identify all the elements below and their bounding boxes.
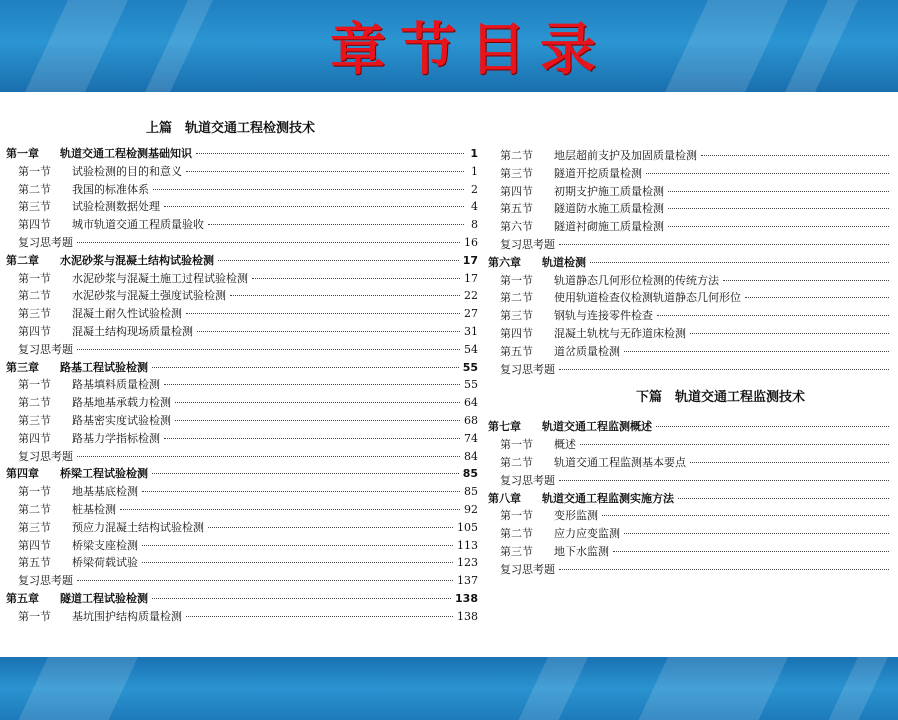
toc-entry-title: 地基基底检测 — [72, 485, 138, 499]
toc-entry-title: 钢轨与连接零件检查 — [554, 309, 653, 323]
toc-section-entry[interactable] — [6, 519, 478, 537]
toc-entry-title: 道岔质量检测 — [554, 344, 620, 358]
toc-page-number: 17 — [462, 253, 478, 267]
toc-leader-dots — [208, 527, 453, 528]
part-title-lower: 下篇 轨道交通工程监测技术 — [636, 390, 806, 406]
toc-leader-dots — [690, 333, 889, 334]
toc-leader-dots — [164, 438, 460, 439]
toc-entry-title: 初期支护施工质量检测 — [554, 184, 664, 198]
toc-entry-number: 第二章 — [6, 253, 39, 267]
toc-leader-dots — [152, 367, 459, 368]
toc-entry-title: 水泥砂浆与混凝土结构试验检测 — [60, 253, 214, 267]
toc-entry-title: 地层超前支护及加固质量检测 — [554, 149, 697, 162]
toc-entry-number: 第四节 — [500, 326, 533, 340]
toc-entry-title: 隧道防水施工质量检测 — [554, 202, 664, 216]
toc-review-entry[interactable] — [6, 572, 478, 590]
toc-leader-dots — [186, 171, 464, 172]
toc-chapter-entry[interactable] — [6, 145, 478, 163]
toc-leader-dots — [186, 616, 453, 617]
toc-leader-dots — [559, 569, 889, 570]
toc-page-number: 123 — [457, 556, 478, 570]
toc-entry-title: 复习思考题 — [500, 237, 555, 251]
toc-entry-number: 第六节 — [500, 220, 533, 234]
toc-entry-number: 第二节 — [500, 291, 533, 305]
toc-page-number: 74 — [464, 431, 478, 445]
toc-page-number: 55 — [464, 378, 478, 392]
toc-section-entry[interactable] — [6, 181, 478, 199]
toc-leader-dots — [77, 580, 453, 581]
toc-entry-number: 第三节 — [500, 309, 533, 323]
toc-entry-number: 第七章 — [488, 420, 521, 434]
toc-entry-number: 第二节 — [18, 182, 51, 196]
toc-entry-number: 第一节 — [18, 485, 51, 499]
toc-leader-dots — [142, 491, 460, 492]
decor-streak — [3, 0, 138, 92]
toc-entry-number: 第一节 — [18, 271, 51, 285]
toc-leader-dots — [678, 498, 889, 499]
toc-leader-dots — [701, 155, 889, 156]
toc-leader-dots — [690, 462, 889, 463]
toc-entry-title: 路基力学指标检测 — [72, 431, 160, 445]
toc-section-entry[interactable] — [488, 436, 893, 454]
toc-leader-dots — [559, 480, 889, 481]
toc-leader-dots — [77, 456, 460, 457]
toc-entry-number: 第三节 — [18, 307, 51, 321]
toc-section-entry[interactable] — [488, 183, 893, 201]
toc-page-number: 2 — [471, 182, 478, 196]
toc-entry-title: 混凝土耐久性试验检测 — [72, 307, 182, 321]
toc-entry-title: 水泥砂浆与混凝土施工过程试验检测 — [72, 271, 248, 285]
toc-entry-number: 第二节 — [500, 149, 533, 162]
toc-entry-title: 桥梁荷载试验 — [72, 556, 138, 570]
toc-entry-title: 试验检测数据处理 — [72, 200, 160, 214]
toc-review-entry[interactable] — [6, 341, 478, 359]
toc-entry-number: 第一节 — [500, 438, 533, 452]
toc-entry-number: 第一节 — [18, 609, 51, 623]
toc-entry-title: 城市轨道交通工程质量验收 — [72, 218, 204, 232]
toc-entry-title: 复习思考题 — [18, 342, 73, 356]
toc-section-entry[interactable] — [488, 525, 893, 543]
toc-page-number: 68 — [464, 413, 478, 427]
toc-content — [0, 92, 898, 657]
decor-streak — [123, 0, 223, 92]
toc-leader-dots — [613, 551, 889, 552]
toc-entry-number: 第五节 — [18, 556, 51, 570]
toc-page-number: 55 — [462, 360, 478, 374]
toc-entry-title: 应力应变监测 — [554, 527, 620, 541]
toc-entry-title: 概述 — [554, 438, 576, 452]
toc-leader-dots — [646, 173, 889, 174]
decor-streak — [483, 657, 598, 720]
toc-entry-title: 轨道交通工程监测实施方法 — [542, 491, 674, 505]
toc-section-entry[interactable] — [6, 501, 478, 519]
toc-entry-number: 第二节 — [500, 527, 533, 541]
toc-entry-title: 复习思考题 — [18, 449, 73, 463]
toc-entry-title: 我国的标准体系 — [72, 182, 149, 196]
toc-leader-dots — [668, 226, 889, 227]
toc-entry-number: 第三章 — [6, 360, 39, 374]
part-title-upper: 上篇 轨道交通工程检测技术 — [146, 121, 316, 136]
toc-entry-number: 第五节 — [500, 202, 533, 216]
toc-page-number: 64 — [464, 396, 478, 410]
toc-entry-number: 第三节 — [18, 200, 51, 214]
toc-leader-dots — [196, 153, 464, 154]
toc-chapter-entry[interactable] — [6, 359, 478, 377]
toc-leader-dots — [559, 369, 889, 370]
toc-entry-title: 隧道开挖质量检测 — [554, 166, 642, 180]
toc-page-number: 138 — [455, 591, 478, 605]
toc-leader-dots — [580, 444, 889, 445]
toc-entry-title: 复习思考题 — [18, 574, 73, 588]
toc-entry-number: 第一节 — [500, 273, 533, 287]
toc-leader-dots — [723, 280, 889, 281]
toc-leader-dots — [208, 224, 464, 225]
toc-entry-title: 混凝土轨枕与无砟道床检测 — [554, 326, 686, 340]
toc-page-number: 84 — [464, 449, 478, 463]
toc-entry-title: 预应力混凝土结构试验检测 — [72, 520, 204, 534]
toc-leader-dots — [230, 295, 460, 296]
toc-entry-number: 第一节 — [500, 509, 533, 523]
toc-page-number: 137 — [457, 574, 478, 588]
toc-entry-title: 路基工程试验检测 — [60, 360, 148, 374]
toc-leader-dots — [164, 384, 460, 385]
toc-page-number: 113 — [457, 538, 478, 552]
toc-entry-title: 隧道衬砌施工质量检测 — [554, 220, 664, 234]
toc-leader-dots — [142, 562, 453, 563]
toc-leader-dots — [252, 278, 460, 279]
toc-right-column — [488, 92, 893, 579]
toc-leader-dots — [120, 509, 460, 510]
toc-section-entry[interactable] — [6, 483, 478, 501]
toc-entry-title: 使用轨道检查仪检测轨道静态几何形位 — [554, 291, 741, 305]
toc-page-number: 1 — [471, 164, 478, 178]
toc-page-number: 1 — [470, 147, 478, 160]
toc-leader-dots — [77, 349, 460, 350]
toc-review-entry[interactable] — [6, 448, 478, 466]
toc-list-right-top — [488, 147, 893, 378]
toc-page-number: 17 — [464, 271, 478, 285]
toc-leader-dots — [559, 244, 889, 245]
toc-chapter-entry[interactable] — [488, 418, 893, 436]
toc-page-number: 54 — [464, 342, 478, 356]
toc-section-entry[interactable] — [6, 412, 478, 430]
toc-section-entry[interactable] — [488, 147, 893, 165]
toc-entry-title: 复习思考题 — [500, 562, 555, 576]
toc-section-entry[interactable] — [488, 307, 893, 325]
toc-entry-number: 第四节 — [18, 538, 51, 552]
toc-section-entry[interactable] — [6, 287, 478, 305]
toc-entry-number: 第八章 — [488, 491, 521, 505]
toc-left-column — [6, 92, 478, 626]
toc-entry-title: 水泥砂浆与混凝土强度试验检测 — [72, 289, 226, 303]
toc-entry-title: 混凝土结构现场质量检测 — [72, 324, 193, 338]
toc-list-right-bottom — [488, 418, 893, 578]
toc-review-entry[interactable] — [488, 236, 893, 254]
toc-leader-dots — [153, 189, 464, 190]
toc-entry-number: 第六章 — [488, 255, 521, 269]
toc-entry-title: 隧道工程试验检测 — [60, 591, 148, 605]
toc-entry-title: 桩基检测 — [72, 502, 116, 516]
toc-leader-dots — [745, 297, 889, 298]
toc-entry-title: 地下水监测 — [554, 544, 609, 558]
toc-chapter-entry[interactable] — [6, 590, 478, 608]
toc-section-entry[interactable] — [488, 507, 893, 525]
toc-entry-number: 第五章 — [6, 591, 39, 605]
toc-entry-title: 路基填料质量检测 — [72, 378, 160, 392]
toc-entry-number: 第二节 — [500, 455, 533, 469]
toc-section-entry[interactable] — [488, 454, 893, 472]
toc-leader-dots — [197, 331, 460, 332]
toc-entry-number: 第三节 — [18, 413, 51, 427]
toc-entry-number: 第二节 — [18, 502, 51, 516]
toc-entry-title: 路基地基承载力检测 — [72, 396, 171, 410]
toc-leader-dots — [668, 208, 889, 209]
toc-entry-number: 第一节 — [18, 378, 51, 392]
toc-section-entry[interactable] — [6, 376, 478, 394]
toc-section-entry[interactable] — [6, 608, 478, 626]
toc-entry-title: 基坑围护结构质量检测 — [72, 609, 182, 623]
toc-review-entry[interactable] — [6, 234, 478, 252]
toc-entry-title: 复习思考题 — [500, 473, 555, 487]
toc-chapter-entry[interactable] — [488, 490, 893, 508]
toc-section-entry[interactable] — [6, 270, 478, 288]
toc-page-number: 4 — [471, 200, 478, 214]
toc-section-entry[interactable] — [6, 537, 478, 555]
page-title: 章节目录 — [330, 18, 610, 83]
toc-section-entry[interactable] — [488, 343, 893, 361]
toc-section-entry[interactable] — [6, 216, 478, 234]
toc-leader-dots — [218, 260, 459, 261]
toc-page-number: 85 — [462, 467, 478, 481]
toc-entry-title: 桥梁支座检测 — [72, 538, 138, 552]
decor-streak — [0, 657, 147, 720]
toc-review-entry[interactable] — [488, 472, 893, 490]
toc-entry-title: 轨道检测 — [542, 255, 586, 269]
toc-page-number: 16 — [464, 235, 478, 249]
toc-section-entry[interactable] — [488, 325, 893, 343]
toc-leader-dots — [175, 420, 460, 421]
toc-entry-title: 轨道交通工程监测概述 — [542, 420, 652, 434]
header-band — [0, 0, 898, 92]
toc-leader-dots — [656, 426, 889, 427]
toc-entry-number: 第四节 — [18, 431, 51, 445]
toc-section-entry[interactable] — [488, 289, 893, 307]
toc-leader-dots — [624, 533, 889, 534]
toc-entry-title: 桥梁工程试验检测 — [60, 467, 148, 481]
toc-section-entry[interactable] — [488, 272, 893, 290]
toc-chapter-entry[interactable] — [6, 465, 478, 483]
toc-entry-title: 轨道交通工程检测基础知识 — [60, 147, 192, 160]
toc-chapter-entry[interactable] — [6, 252, 478, 270]
decor-streak — [793, 657, 898, 720]
toc-page-number: 27 — [464, 307, 478, 321]
toc-leader-dots — [175, 402, 460, 403]
toc-page-number: 105 — [457, 520, 478, 534]
toc-review-entry[interactable] — [488, 561, 893, 579]
toc-entry-number: 第二节 — [18, 289, 51, 303]
toc-leader-dots — [77, 242, 460, 243]
footer-band — [0, 657, 898, 720]
toc-section-entry[interactable] — [488, 218, 893, 236]
toc-entry-title: 路基密实度试验检测 — [72, 413, 171, 427]
toc-section-entry[interactable] — [488, 165, 893, 183]
toc-entry-number: 第一章 — [6, 147, 39, 160]
toc-entry-number: 第三节 — [18, 520, 51, 534]
toc-leader-dots — [668, 191, 889, 192]
toc-leader-dots — [590, 262, 889, 263]
toc-leader-dots — [164, 206, 464, 207]
toc-page-number: 31 — [464, 324, 478, 338]
toc-leader-dots — [152, 598, 451, 599]
toc-section-entry[interactable] — [6, 305, 478, 323]
toc-leader-dots — [657, 315, 889, 316]
toc-section-entry[interactable] — [6, 430, 478, 448]
toc-entry-title: 变形监测 — [554, 509, 598, 523]
toc-entry-number: 第三节 — [500, 544, 533, 558]
toc-entry-number: 第四节 — [18, 324, 51, 338]
toc-entry-title: 试验检测的目的和意义 — [72, 164, 182, 178]
toc-list-left — [6, 145, 478, 626]
toc-page-number: 138 — [457, 609, 478, 623]
toc-page-number: 85 — [464, 485, 478, 499]
toc-entry-number: 第一节 — [18, 164, 51, 178]
toc-section-entry[interactable] — [488, 543, 893, 561]
toc-section-entry[interactable] — [6, 554, 478, 572]
decor-streak — [643, 0, 798, 92]
toc-entry-number: 第五节 — [500, 344, 533, 358]
toc-section-entry[interactable] — [6, 198, 478, 216]
toc-entry-title: 轨道交通工程监测基本要点 — [554, 455, 686, 469]
toc-leader-dots — [152, 473, 459, 474]
toc-section-entry[interactable] — [6, 394, 478, 412]
toc-entry-number: 第四节 — [18, 218, 51, 232]
toc-leader-dots — [186, 313, 460, 314]
toc-entry-title: 复习思考题 — [18, 235, 73, 249]
toc-entry-title: 复习思考题 — [500, 362, 555, 376]
toc-entry-number: 第四章 — [6, 467, 39, 481]
toc-chapter-entry[interactable] — [488, 254, 893, 272]
toc-page-number: 22 — [464, 289, 478, 303]
decor-streak — [603, 657, 798, 720]
toc-entry-number: 第二节 — [18, 396, 51, 410]
toc-leader-dots — [624, 351, 889, 352]
toc-section-entry[interactable] — [488, 200, 893, 218]
toc-review-entry[interactable] — [488, 361, 893, 379]
toc-leader-dots — [142, 545, 453, 546]
toc-page-number: 92 — [464, 502, 478, 516]
toc-entry-number: 第三节 — [500, 166, 533, 180]
toc-page-number: 8 — [471, 218, 478, 232]
toc-entry-title: 轨道静态几何形位检测的传统方法 — [554, 273, 719, 287]
toc-entry-number: 第四节 — [500, 184, 533, 198]
toc-section-entry[interactable] — [6, 163, 478, 181]
toc-leader-dots — [602, 515, 889, 516]
toc-section-entry[interactable] — [6, 323, 478, 341]
